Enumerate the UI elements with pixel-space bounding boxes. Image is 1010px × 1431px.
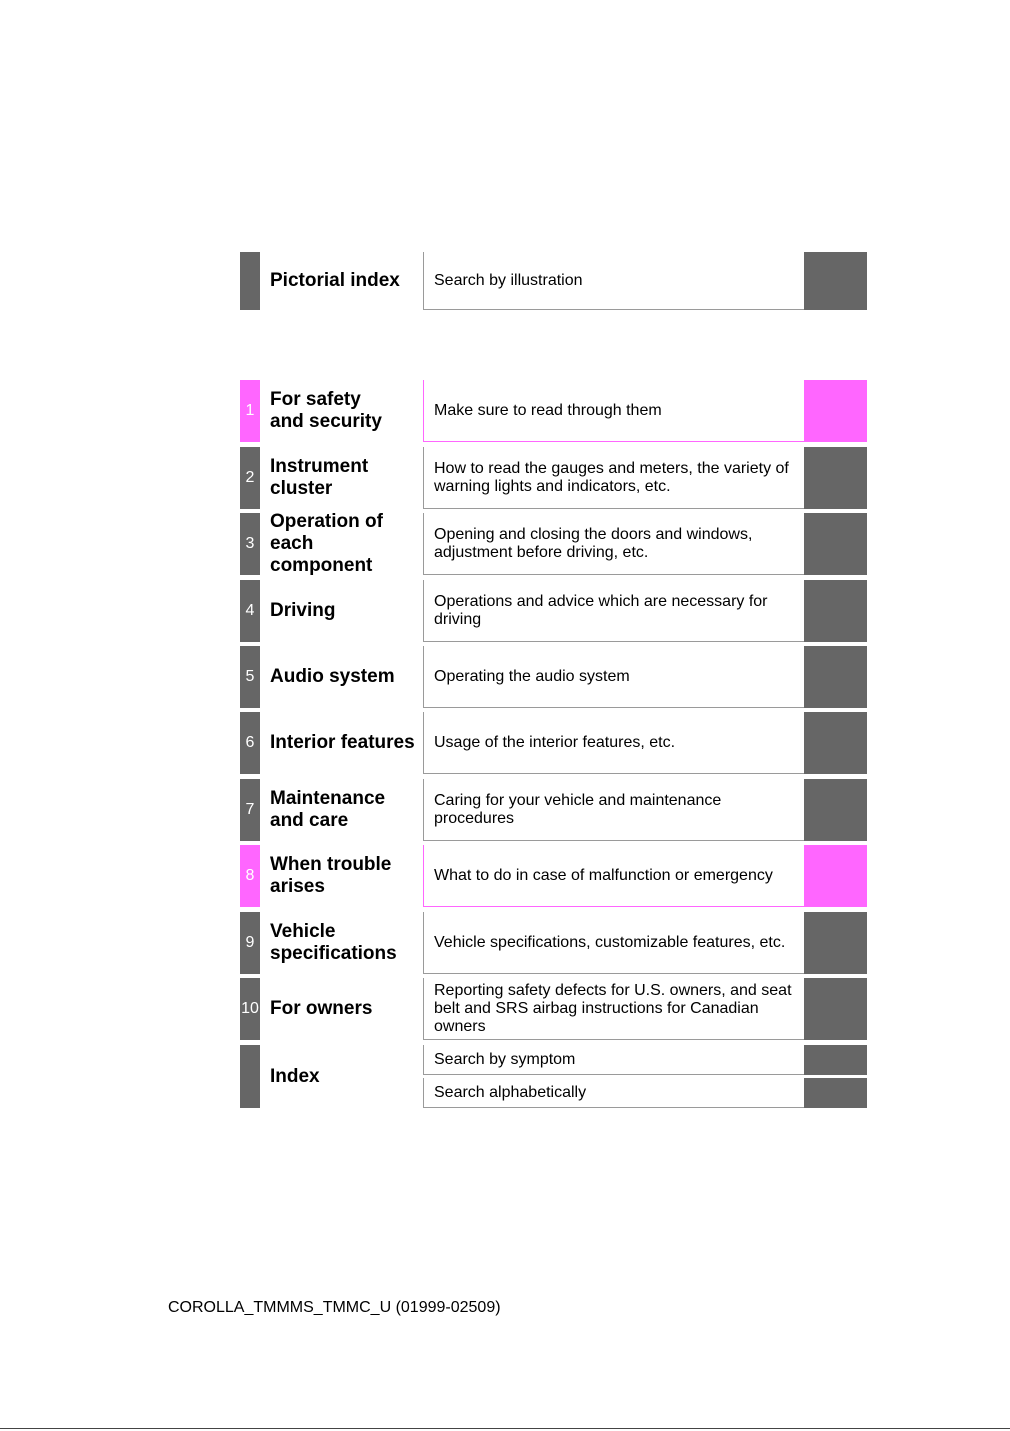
- chapter-title: For safety and security: [270, 389, 382, 432]
- toc-row-chapter-4[interactable]: [240, 580, 867, 642]
- page-bottom-rule: [0, 1428, 1010, 1429]
- index-search-alphabetically[interactable]: [423, 1078, 867, 1108]
- section-title: Index: [270, 1065, 320, 1087]
- toc-row-chapter-6[interactable]: [240, 712, 867, 774]
- chapter-description: Operations and advice which are necessary for driving: [423, 580, 804, 642]
- chapter-number: 7: [240, 779, 260, 841]
- chapter-title: Interior features: [270, 732, 415, 753]
- thumb-tab[interactable]: [804, 580, 867, 642]
- thumb-tab[interactable]: [804, 646, 867, 708]
- chapter-number: 1: [240, 380, 260, 442]
- chapter-description: Opening and closing the doors and windows, adjustment before driving, etc.: [423, 513, 804, 575]
- chapter-description: What to do in case of malfunction or emergency: [423, 845, 804, 907]
- chapter-description: How to read the gauges and meters, the variety of warning lights and indicators, etc.: [423, 447, 804, 509]
- thumb-tab[interactable]: [804, 912, 867, 974]
- toc-row-chapter-2[interactable]: [240, 447, 867, 509]
- chapter-title: Instrument cluster: [270, 456, 369, 499]
- thumb-tab[interactable]: [804, 978, 867, 1040]
- section-title: Pictorial index: [270, 270, 400, 291]
- toc-row-chapter-9[interactable]: [240, 912, 867, 974]
- chapter-number: 8: [240, 845, 260, 907]
- toc-row-pictorial-index[interactable]: [240, 252, 867, 310]
- chapter-number: 5: [240, 646, 260, 708]
- toc-row-chapter-5[interactable]: [240, 646, 867, 708]
- chapter-number: 9: [240, 912, 260, 974]
- document-code: COROLLA_TMMMS_TMMC_U (01999-02509): [168, 1299, 501, 1316]
- chapter-title: Vehicle specifications: [270, 921, 397, 964]
- chapter-number: 4: [240, 580, 260, 642]
- toc-row-chapter-8[interactable]: [240, 845, 867, 907]
- thumb-tab[interactable]: [804, 712, 867, 774]
- chapter-description: Caring for your vehicle and maintenance procedures: [423, 779, 804, 841]
- chapter-description: Make sure to read through them: [423, 380, 804, 442]
- index-sub-description: Search by symptom: [423, 1045, 804, 1075]
- toc-row-chapter-10[interactable]: [240, 978, 867, 1040]
- thumb-tab[interactable]: [804, 1078, 867, 1108]
- toc-row-chapter-7[interactable]: [240, 779, 867, 841]
- chapter-description: Vehicle specifications, customizable features, etc.: [423, 912, 804, 974]
- thumb-tab[interactable]: [804, 513, 867, 575]
- chapter-title: Operation of each component: [270, 511, 383, 576]
- chapter-number: 6: [240, 712, 260, 774]
- toc-row-index: [240, 1045, 867, 1108]
- chapter-title: When trouble arises: [270, 854, 392, 897]
- chapter-number: 3: [240, 513, 260, 575]
- thumb-tab[interactable]: [804, 1045, 867, 1075]
- chapter-description: Reporting safety defects for U.S. owners, and seat belt and SRS airbag instructions for Canadian owners: [423, 978, 804, 1040]
- index-search-by-symptom[interactable]: [423, 1045, 867, 1075]
- section-description: Search by illustration: [423, 252, 804, 310]
- thumb-tab[interactable]: [804, 252, 867, 310]
- chapter-strip: [240, 252, 260, 310]
- index-sub-description: Search alphabetically: [423, 1078, 804, 1108]
- thumb-tab[interactable]: [804, 447, 867, 509]
- chapter-title: For owners: [270, 998, 373, 1019]
- chapter-description: Operating the audio system: [423, 646, 804, 708]
- toc-row-chapter-1[interactable]: [240, 380, 867, 442]
- chapter-strip: [240, 1045, 260, 1108]
- toc-row-chapter-3[interactable]: [240, 513, 867, 575]
- chapter-number: 10: [240, 978, 260, 1040]
- chapter-description: Usage of the interior features, etc.: [423, 712, 804, 774]
- chapter-title: Driving: [270, 600, 336, 621]
- thumb-tab[interactable]: [804, 779, 867, 841]
- chapter-title: Audio system: [270, 666, 395, 687]
- chapter-number: 2: [240, 447, 260, 509]
- thumb-tab[interactable]: [804, 845, 867, 907]
- thumb-tab[interactable]: [804, 380, 867, 442]
- chapter-title: Maintenance and care: [270, 788, 386, 831]
